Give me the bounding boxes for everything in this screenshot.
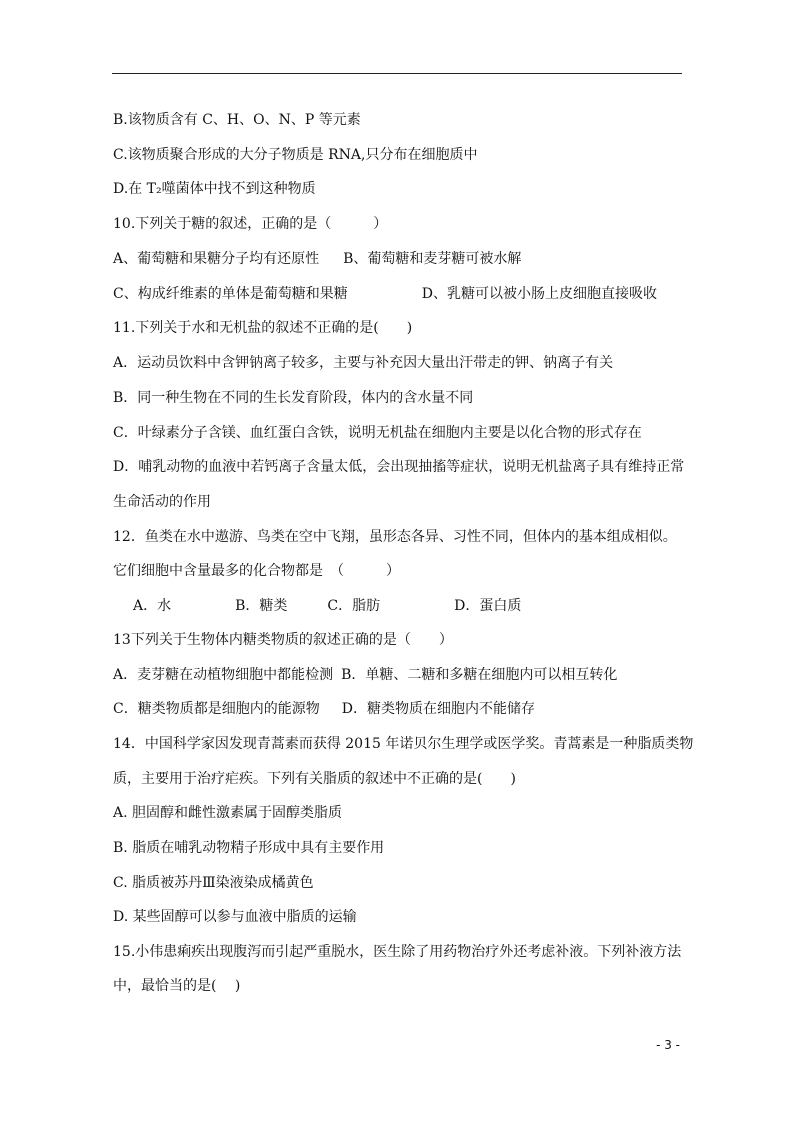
question-11-stem: 11.下列关于水和无机盐的叙述不正确的是( ): [113, 320, 413, 336]
option-row: [113, 700, 535, 718]
option-a: A、葡萄糖和果糖分子均有还原性: [113, 251, 320, 267]
option-a: A．麦芽糖在动植物细胞中都能检测: [113, 667, 334, 683]
question-10-stem: 10.下列关于糖的叙述，正确的是（ ）: [113, 216, 388, 232]
header-rule: [112, 73, 682, 74]
question-14-stem: 14．中国科学家因发现青蒿素而获得 2015 年诺贝尔生理学或医学奖。青蒿素是一种脂质类物: [113, 736, 694, 752]
text-line: A．运动员饮料中含钾钠离子较多，主要与补充因大量出汗带走的钾、钠离子有关: [113, 355, 614, 371]
page-number: - 3 -: [656, 1038, 680, 1052]
option-d: D．蛋白质: [454, 598, 522, 614]
option-row: [133, 597, 521, 615]
option-d: D．糖类物质在细胞内不能储存: [341, 701, 535, 717]
option-b: B. 脂质在哺乳动物精子形成中具有主要作用: [113, 840, 385, 856]
text-line: 生命活动的作用: [113, 494, 211, 510]
option-row: [113, 666, 617, 684]
text-line: C.该物质聚合形成的大分子物质是 RNA,只分布在细胞质中: [113, 147, 478, 163]
question-15-stem: 15.小伟患痢疾出现腹泻而引起严重脱水，医生除了用药物治疗外还考虑补液。下列补液方法: [113, 944, 682, 960]
text-line: 它们细胞中含量最多的化合物都是 （ ）: [113, 563, 400, 579]
option-c: C．脂肪: [327, 598, 381, 614]
question-13-stem: 13下列关于生物体内糖类物质的叙述正确的是（ ）: [113, 632, 453, 648]
option-b: B．单糖、二糖和多糖在细胞内可以相互转化: [341, 667, 618, 683]
option-b: B．糖类: [235, 598, 288, 614]
text-line: D．哺乳动物的血液中若钙离子含量太低，会出现抽搐等症状，说明无机盐离子具有维持正常: [113, 459, 685, 475]
option-c: C．糖类物质都是细胞内的能源物: [113, 701, 320, 717]
question-12-stem: 12．鱼类在水中遨游、鸟类在空中飞翔，虽形态各异、习性不同，但体内的基本组成相似。: [113, 529, 677, 545]
text-line: B．同一种生物在不同的生长发育阶段，体内的含水量不同: [113, 390, 474, 406]
option-a: A. 胆固醇和雌性激素属于固醇类脂质: [113, 805, 343, 821]
option-row: [113, 250, 521, 268]
option-c: C、构成纤维素的单体是葡萄糖和果糖: [113, 286, 348, 302]
text-line: 中，最恰当的是( ): [113, 978, 241, 994]
option-a: A．水: [133, 598, 172, 614]
option-d: D. 某些固醇可以参与血液中脂质的运输: [113, 909, 357, 925]
option-row: [113, 285, 657, 303]
option-c: C. 脂质被苏丹Ⅲ染液染成橘黄色: [113, 875, 314, 891]
text-line: C．叶绿素分子含镁、血红蛋白含铁，说明无机盐在细胞内主要是以化合物的形式存在: [113, 425, 642, 441]
option-b: B、葡萄糖和麦芽糖可被水解: [343, 251, 522, 267]
text-line: D.在 T₂噬菌体中找不到这种物质: [113, 181, 316, 197]
option-d: D、乳糖可以被小肠上皮细胞直接吸收: [421, 286, 657, 302]
text-line: 质，主要用于治疗疟疾。下列有关脂质的叙述中不正确的是( ): [113, 771, 516, 787]
text-line: B.该物质含有 C、H、O、N、P 等元素: [113, 112, 361, 128]
